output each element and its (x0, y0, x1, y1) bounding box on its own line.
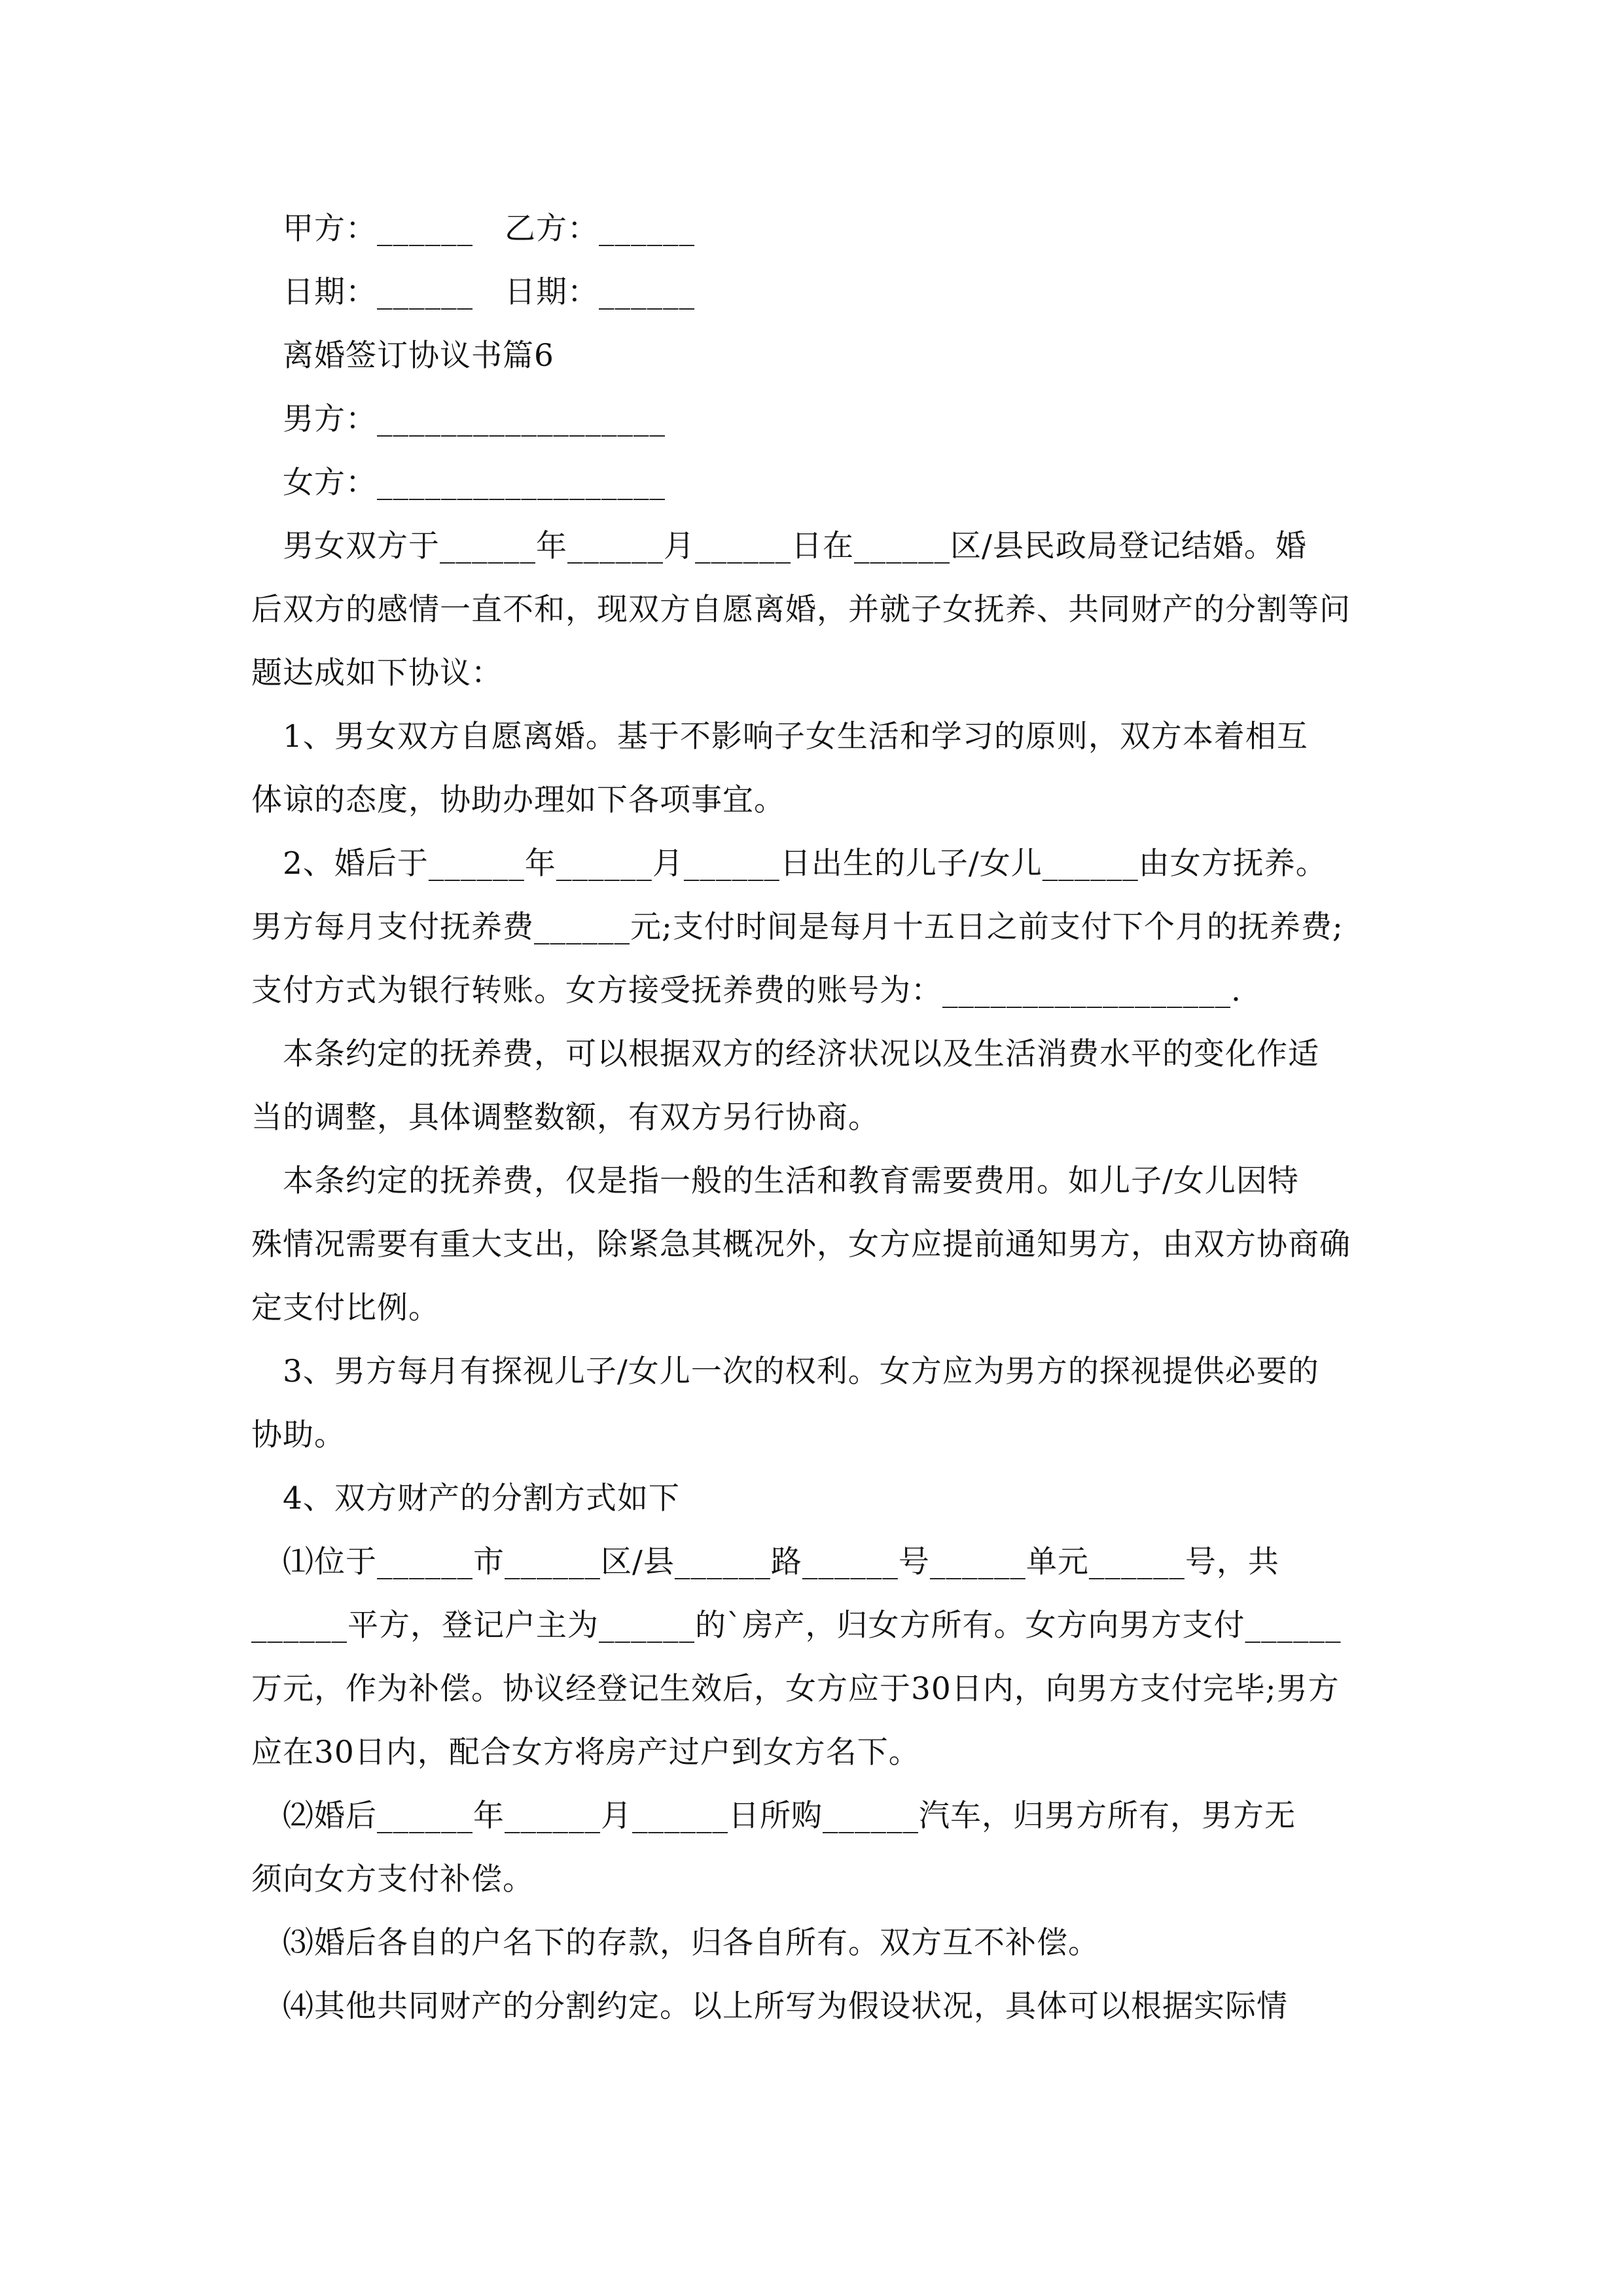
text-line: 男女双方于______年______月______日在______区/县民政局登记结婚。婚 (251, 528, 1307, 564)
text-line: 离婚签订协议书篇6 (251, 338, 554, 374)
text-line: ⑶婚后各自的户名下的存款，归各自所有。双方互不补偿。 (251, 1925, 1099, 1961)
text-line: 4、双方财产的分割方式如下 (251, 1480, 680, 1516)
text-line: 本条约定的抚养费，可以根据双方的经济状况以及生活消费水平的变化作适 (251, 1036, 1319, 1072)
text-line: 男方：__________________ (251, 401, 666, 437)
text-line: 定支付比例。 (251, 1290, 440, 1326)
text-line: 后双方的感情一直不和，现双方自愿离婚，并就子女抚养、共同财产的分割等问 (251, 592, 1351, 628)
text-line: ______平方，登记户主为______的`房产，归女方所有。女方向男方支付______ (251, 1607, 1342, 1643)
text-line: 支付方式为银行转账。女方接受抚养费的账号为：__________________. (251, 973, 1241, 1009)
text-line: 万元，作为补偿。协议经登记生效后，女方应于30日内，向男方支付完毕;男方 (251, 1671, 1340, 1707)
text-line: 日期：______ 日期：______ (251, 274, 695, 310)
text-line: 题达成如下协议： (251, 655, 503, 691)
text-line: 3、男方每月有探视儿子/女儿一次的权利。女方应为男方的探视提供必要的 (251, 1354, 1319, 1390)
text-line: 本条约定的抚养费，仅是指一般的生活和教育需要费用。如儿子/女儿因特 (251, 1163, 1299, 1199)
text-line: ⑵婚后______年______月______日所购______汽车，归男方所有，男方无 (251, 1798, 1296, 1834)
text-line: 甲方：______ 乙方：______ (251, 211, 695, 247)
text-line: 当的调整，具体调整数额，有双方另行协商。 (251, 1100, 880, 1136)
text-line: 2、婚后于______年______月______日出生的儿子/女儿______由女方抚养。 (251, 846, 1327, 882)
text-line: 1、男女双方自愿离婚。基于不影响子女生活和学习的原则，双方本着相互 (251, 719, 1308, 755)
text-line: ⑷其他共同财产的分割约定。以上所写为假设状况，具体可以根据实际情 (251, 1988, 1288, 2024)
text-line: 须向女方支付补偿。 (251, 1861, 534, 1897)
text-line: 殊情况需要有重大支出，除紧急其概况外，女方应提前通知男方，由双方协商确 (251, 1227, 1351, 1263)
text-line: 男方每月支付抚养费______元;支付时间是每月十五日之前支付下个月的抚养费; (251, 909, 1344, 945)
text-line: 体谅的态度，协助办理如下各项事宜。 (251, 782, 785, 818)
text-line: 协助。 (251, 1417, 346, 1453)
text-line: 女方：__________________ (251, 465, 666, 501)
text-line: 应在30日内，配合女方将房产过户到女方名下。 (251, 1734, 920, 1770)
text-line: ⑴位于______市______区/县______路______号______单元______号，共 (251, 1544, 1279, 1580)
